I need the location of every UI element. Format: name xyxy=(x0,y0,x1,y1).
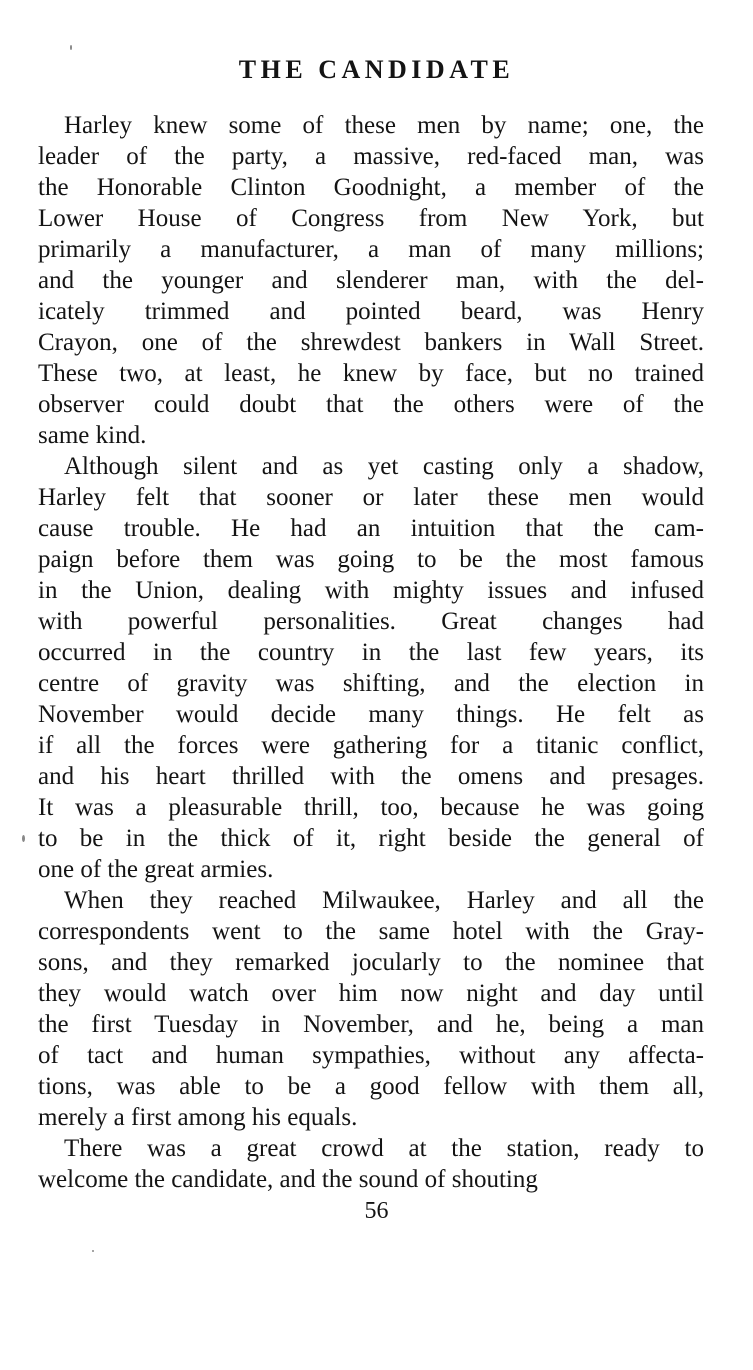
text-line: the first Tuesday in November, and he, being a man xyxy=(38,1011,704,1038)
paragraph xyxy=(38,451,704,885)
page-speck xyxy=(70,45,72,50)
paragraph xyxy=(38,885,704,1133)
text-line: and the younger and slenderer man, with the del- xyxy=(38,267,704,294)
text-line: if all the forces were gathering for a titanic conflict, xyxy=(38,732,704,759)
text-line: leader of the party, a massive, red-faced man, was xyxy=(38,143,704,170)
text-line: observer could doubt that the others were of the xyxy=(38,391,704,418)
text-line: Harley knew some of these men by name; one, the xyxy=(64,112,704,139)
text-line: occurred in the country in the last few years, its xyxy=(38,639,704,666)
text-line: It was a pleasurable thrill, too, because he was going xyxy=(38,794,704,821)
text-line: Crayon, one of the shrewdest bankers in Wall Street. xyxy=(38,329,704,356)
text-line: in the Union, dealing with mighty issues and infused xyxy=(38,577,704,604)
text-line: cause trouble. He had an intuition that the cam- xyxy=(38,515,704,542)
text-line: the Honorable Clinton Goodnight, a member of the xyxy=(38,174,704,201)
text-line: same kind. xyxy=(38,422,147,449)
text-line: welcome the candidate, and the sound of shouting xyxy=(38,1166,538,1193)
paragraph xyxy=(38,1133,704,1195)
text-line: centre of gravity was shifting, and the election in xyxy=(38,670,704,697)
running-head: THE CANDIDATE xyxy=(238,55,515,84)
text-line: they would watch over him now night and day until xyxy=(38,980,704,1007)
body-text xyxy=(38,110,704,1195)
text-line: There was a great crowd at the station, ready to xyxy=(64,1135,704,1162)
text-line: Although silent and as yet casting only a shadow, xyxy=(64,453,704,480)
text-line: These two, at least, he knew by face, but no trained xyxy=(38,360,704,387)
text-line: primarily a manufacturer, a man of many millions; xyxy=(38,236,704,263)
text-line: of tact and human sympathies, without any affecta- xyxy=(38,1042,704,1069)
text-line: icately trimmed and pointed beard, was Henry xyxy=(38,298,704,325)
text-line: one of the great armies. xyxy=(38,856,274,883)
text-line: to be in the thick of it, right beside the general of xyxy=(38,825,704,852)
page-number: 56 xyxy=(364,1198,389,1224)
paragraph xyxy=(38,110,704,451)
text-line: November would decide many things. He felt as xyxy=(38,701,704,728)
text-line: and his heart thrilled with the omens and presages. xyxy=(38,763,704,790)
text-line: When they reached Milwaukee, Harley and all the xyxy=(64,887,704,914)
text-line: with powerful personalities. Great changes had xyxy=(38,608,704,635)
text-line: paign before them was going to be the most famous xyxy=(38,546,704,573)
text-line: tions, was able to be a good fellow with them all, xyxy=(38,1073,704,1100)
page-speck xyxy=(92,1250,94,1252)
text-line: correspondents went to the same hotel with the Gray- xyxy=(38,918,704,945)
text-line: merely a first among his equals. xyxy=(38,1104,358,1131)
text-line: sons, and they remarked jocularly to the nominee that xyxy=(38,949,704,976)
text-line: Harley felt that sooner or later these men would xyxy=(38,484,704,511)
page-speck xyxy=(22,835,25,842)
text-line: Lower House of Congress from New York, but xyxy=(38,205,704,232)
